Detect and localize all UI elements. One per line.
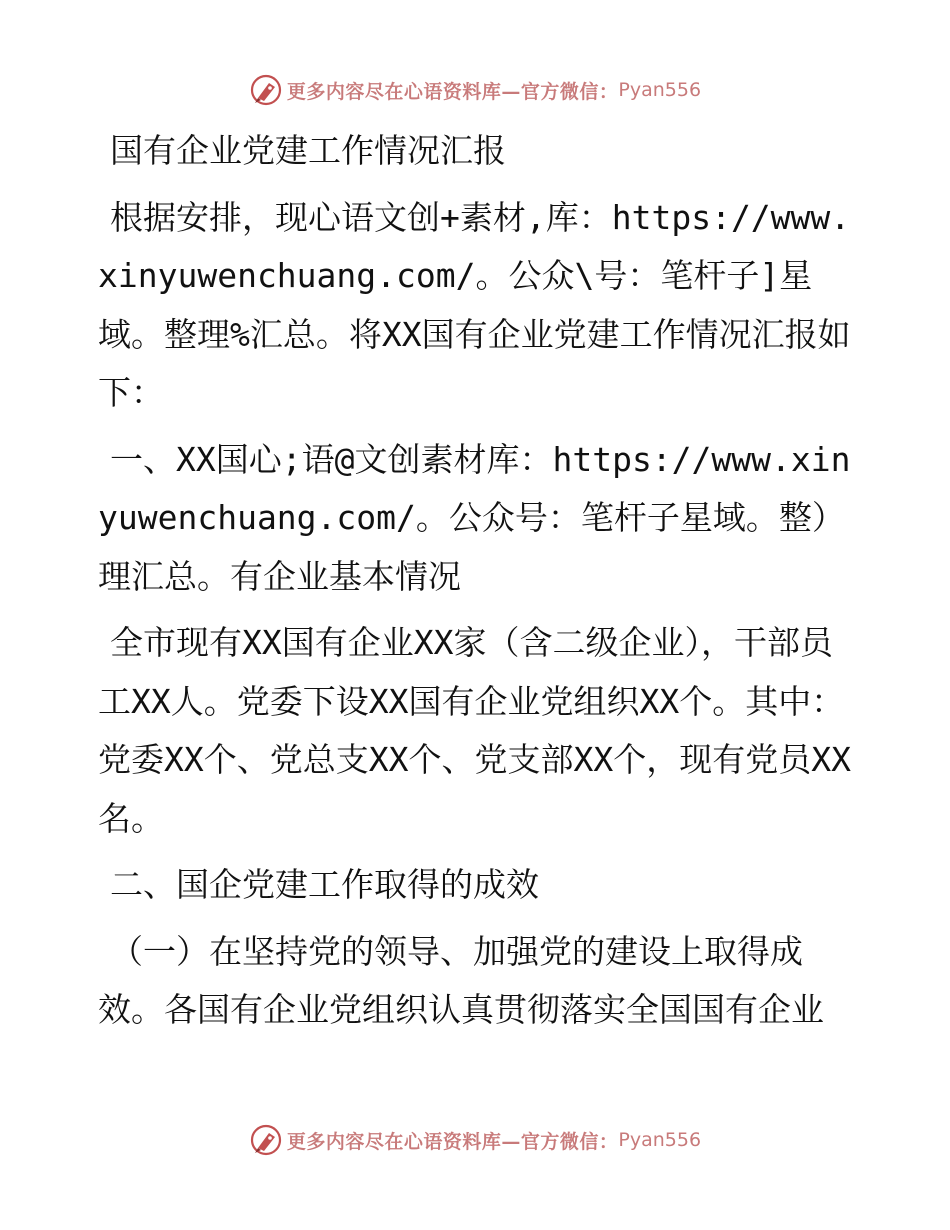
pen-nib-icon xyxy=(249,1123,283,1157)
section-heading-1: 一、XX国心;语@文创素材库：https://www.xinyuwenchuang.com/。公众号：笔杆子星域。整）理汇总。有企业基本情况 xyxy=(98,439,851,596)
section-heading-2: 二、国企党建工作取得的成效 xyxy=(110,865,539,904)
paragraph-basic-info: 全市现有XX国有企业XX家（含二级企业），干部员工XX人。党委下设XX国有企业党组织XX个。其中：党委XX个、党总支XX个、党支部XX个，现有党员XX名。 xyxy=(98,623,851,838)
document-title: 国有企业党建工作情况汇报 xyxy=(110,131,506,170)
watermark-wechat-id: Pyan556 xyxy=(618,79,702,101)
header-watermark-banner xyxy=(0,70,950,110)
pen-nib-icon xyxy=(249,73,283,107)
paragraph-intro: 根据安排，现心语文创+素材,库：https://www.xinyuwenchuang.com/。公众\号：笔杆子]星域。整理%汇总。将XX国有企业党建工作情况汇报如下： xyxy=(98,197,851,412)
footer-watermark-banner xyxy=(0,1120,950,1160)
watermark-text: 更多内容尽在心语资料库—官方微信： xyxy=(286,80,619,103)
watermark-text: 更多内容尽在心语资料库—官方微信： xyxy=(286,1130,619,1153)
watermark-wechat-id: Pyan556 xyxy=(618,1129,702,1151)
paragraph-achievement-1: （一）在坚持党的领导、加强党的建设上取得成效。各国有企业党组织认真贯彻落实全国国有企业 xyxy=(98,931,824,1029)
document-body xyxy=(98,122,858,1048)
